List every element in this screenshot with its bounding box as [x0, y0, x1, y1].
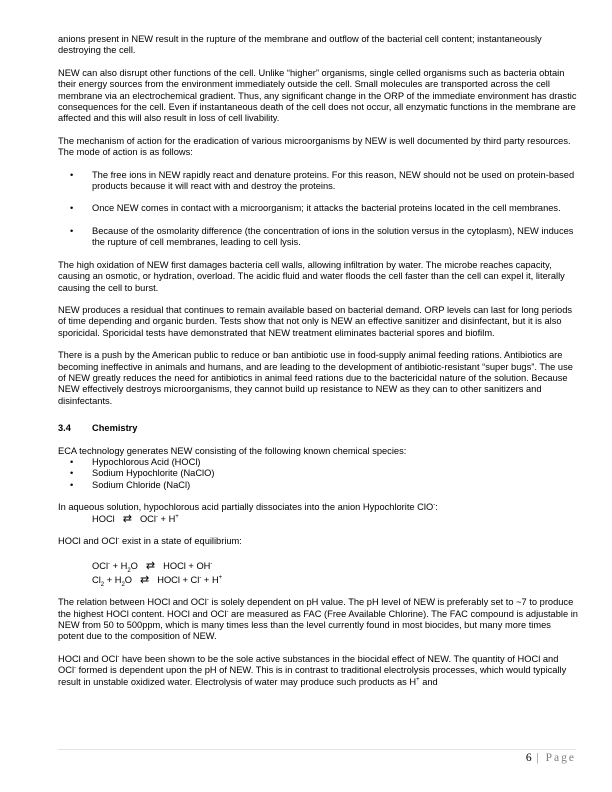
- paragraph-anions: anions present in NEW result in the rupture of the membrane and outflow of the bacterial cell content; instantaneously destroying the cell.: [58, 34, 542, 56]
- page-number: [526, 752, 576, 764]
- list-item: • The free ions in NEW rapidly react and denature proteins. For this reason, NEW should not be used on protein-based products because it will react with and destroy the proteins.: [58, 170, 578, 193]
- list-item: • Once NEW comes in contact with a microorganism; it attacks the bacterial proteins located in the cell membranes.: [58, 203, 578, 214]
- list-item: • Because of the osmolarity difference (the concentration of ions in the solution versus in the cytoplasm), NEW induces the rupture of cell membranes, leading to cell lysis.: [58, 226, 578, 249]
- section-heading: [58, 423, 578, 434]
- equation-chlorine: $Cl_2 + H_2O$ ⇄ HOCl + Cl- + H+: [92, 573, 223, 588]
- footer-divider: [58, 749, 576, 750]
- list-item: • Sodium Chloride (NaCl): [58, 480, 578, 491]
- paragraph-cell-functions: NEW can also disrupt other functions of the cell. Unlike “higher” organisms, single celled organisms such as bacteria obtain their energy sources from the environment immediately outside the cell. Small molecules are transported across the cell membrane via an electrochemical gradient. Thus, any significant change in the ORP of the immediate environment has drastic consequences for the cell. Even if instantaneous death of the cell does not occur, all enzymatic functions in the membrane are affected and this will also result in loss of cell livability.: [58, 67, 577, 124]
- section-title: Chemistry: [92, 423, 138, 434]
- paragraph-mechanism: The mechanism of action for the eradication of various microorganisms by NEW is well documented by third party resources. The mode of action is as follows:: [58, 135, 571, 158]
- equilibrium-arrow-icon: ⇄: [140, 573, 150, 586]
- paragraph-active-substances: HOCl and OCl- have been shown to be the sole active substances in the biocidal effect of NEW. The quantity of HOCl and OCl- formed is dependent upon the pH of NEW. This is in contrast to traditional electrolysis processes, which would typically result in unstable oxidized water. Electrolysis of water may produce such products as H+ and: [58, 653, 567, 687]
- equilibrium-equations: [58, 561, 578, 586]
- chemical-species-list: [58, 457, 578, 491]
- section-number: 3.4: [58, 423, 71, 434]
- paragraph-ph-relation: The relation between HOCl and OCl- is solely dependent on pH value. The pH level of NEW is preferably set to ~7 to produce the highest HOCl content. HOCl and OCl- are measured as FAC (Free Available Chlorine). The FAC compound is adjustable in NEW from 50 to 500ppm, which is many times less than the level currently found in most biocides, but many more times potent due to the composition of NEW.: [58, 597, 578, 642]
- page-separator: |: [531, 752, 546, 764]
- paragraph-antibiotics: There is a push by the American public to reduce or ban antibiotic use in food-supply animal feeding rations. Antibiotics are becoming ineffective in animals and humans, and are leading to the development of antibiotic-resistant “super bugs”. The use of NEW greatly reduces the need for antibiotics in animal feed rations due to the bactericidal nature of the solution. Because NEW effectively destroys microorganisms, they cannot build up resistance to NEW as they can to other sanitizers and disinfectants.: [58, 350, 573, 406]
- equation-hydrolysis: $OCl^- + H_2O$ ⇄ HOCl + OH-: [92, 560, 213, 575]
- mode-of-action-list: [58, 170, 578, 249]
- list-item: • Sodium Hypochlorite (NaClO): [58, 468, 578, 479]
- equilibrium-arrow-icon: ⇄: [122, 512, 132, 525]
- paragraph-oxidation: The high oxidation of NEW first damages bacteria cell walls, allowing infiltration by water. The microbe reaches capacity, causing an osmotic, or hydration, overload. The acidic fluid and water floods the cell faster than the cell can expel it, literally causing the cell to burst.: [58, 259, 565, 293]
- page-number-value: 6: [525, 752, 532, 764]
- equilibrium-arrow-icon: ⇄: [145, 560, 156, 573]
- paragraph-residual: NEW produces a residual that continues to remain available based on bacterial demand. ORP levels can last for long periods of time depending and organic burden. Tests show that not only is NEW an effective sanitizer and disinfectant, but it is also sporicidal. Sporicidal tests have demonstrated that NEW treatment eliminates bacterial spores and biofilm.: [58, 304, 573, 338]
- paragraph-equilibrium: HOCl and OCl- exist in a state of equilibrium:: [58, 535, 242, 546]
- paragraph-dissociation: In aqueous solution, hypochlorous acid partially dissociates into the anion Hypochlorite ClO-:: [58, 502, 438, 513]
- equation-dissociation: HOCl ⇄ OCl- + H+: [92, 512, 179, 525]
- list-item: • Hypochlorous Acid (HOCl): [58, 457, 578, 468]
- document-page: [58, 34, 578, 699]
- page-label: Page: [545, 752, 576, 764]
- paragraph-eca-intro: ECA technology generates NEW consisting of the following known chemical species:: [58, 445, 407, 456]
